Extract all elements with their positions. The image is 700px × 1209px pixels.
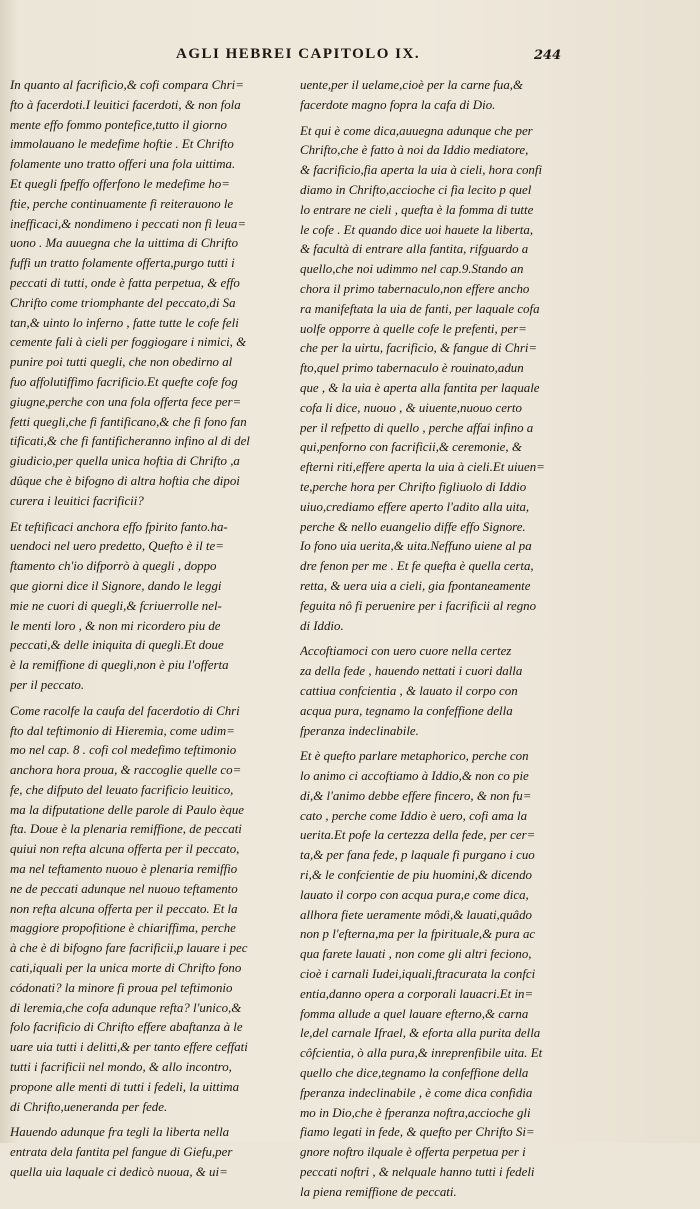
text-line: immolauano le medefime hoftie . Et Chrifto: [10, 137, 234, 152]
text-line: fta. Doue è la plenaria remiffione, de peccati: [10, 822, 242, 837]
text-line: diamo in Chrifto,accioche ci fia lecito p quel: [300, 182, 532, 197]
text-line: dre fenon per me . Et fe quefta è quella certa,: [300, 559, 534, 574]
text-line: uolfe opporre à quelle cofe le prefenti, per=: [300, 321, 527, 336]
text-line: Et qui è come dica,auuegna adunque che per: [300, 123, 533, 138]
text-line: è la remiffione di quegli,non è piu l'offerta: [10, 658, 229, 673]
text-line: & facultà di entrare alla fantita, rifguardo a: [300, 242, 529, 257]
text-line: la piena remiffione de peccati.: [300, 1184, 457, 1199]
page-number: 244: [534, 48, 562, 63]
text-line: Io fono uia uerita,& uita.Neffuno uiene al pa: [300, 539, 532, 554]
text-line: entia,danno opera a corporali lauacri.Et in=: [300, 986, 534, 1001]
text-line: ftamento ch'io difporrò à quegli , doppo: [10, 559, 217, 574]
text-line: Come racolfe la caufa del facerdotio di Chri: [10, 703, 240, 718]
text-line: que giorni dice il Signore, dando le leggi: [10, 578, 222, 593]
text-line: che per la uirtu, facrificio, & fangue di Chri=: [300, 341, 538, 356]
paragraph: [10, 76, 298, 512]
text-line: giugne,perche con una fola offerta fece per=: [10, 394, 242, 409]
text-line: ftie, perche continuamente fi reiterauono le: [10, 196, 234, 211]
text-line: mo in Dio,che è fperanza noftra,accioche gli: [300, 1105, 531, 1120]
paragraph: [300, 747, 590, 1202]
text-line: peccati,& delle iniquita di quegli.Et doue: [10, 638, 224, 653]
text-line: le cofe . Et quando dice uoi hauete la liberta,: [300, 222, 534, 237]
text-line: maggiore propofitione è chiariffima, perche: [10, 921, 236, 936]
text-line: qua farete lauati , non come gli altri feciono,: [300, 947, 532, 962]
text-line: dûque che è bifogno di altra hoftia che dipoi: [10, 473, 240, 488]
paragraph: [10, 702, 298, 1118]
text-line: ta,& per fana fede, p laquale fi purgano i cuo: [300, 848, 535, 863]
text-line: di leremia,che cofa adunque refta? l'unico,&: [10, 1000, 242, 1015]
text-line: te,perche hora per Chrifto figliuolo di Iddio: [300, 479, 527, 494]
text-line: mente effo fommo pontefice,tutto il giorno: [10, 117, 227, 132]
text-line: propone alle menti di tutti i fedeli, la uittima: [10, 1079, 240, 1094]
text-line: cattiua confcientia , & lauato il corpo con: [300, 683, 518, 698]
text-line: folamente uno tratto offeri una fola uittima.: [10, 157, 236, 172]
text-line: retta, & uera uia a cieli, gia fpontaneamente: [300, 578, 531, 593]
text-line: uendoci nel uero predetto, Quefto è il te=: [10, 539, 224, 554]
text-line: perche & nello euangelio diffe effo Signore.: [300, 519, 526, 534]
text-line: quello che dice,tegnamo la confeffione della: [300, 1066, 529, 1081]
left-column: [10, 76, 298, 1189]
text-line: Et teftificaci anchora effo fpirito fanto.ha-: [10, 519, 228, 534]
text-line: côfcientia, ò alla pura,& inreprenfibile uita. Et: [300, 1046, 543, 1061]
text-line: fperanza indeclinabile , è come dica confidia: [300, 1085, 533, 1100]
text-line: cato , perche come Iddio è uero, cofi ama la: [300, 808, 528, 823]
text-line: allhora fiete ueramente môdi,& lauati,quâdo: [300, 907, 533, 922]
text-line: ra manifeftata la uia de fanti, per laquale cofa: [300, 301, 540, 316]
text-line: fto à facerdoti.I leuitici facerdoti, & non fola: [10, 97, 241, 112]
text-line: uono . Ma auuegna che la uittima di Chrifto: [10, 236, 239, 251]
text-line: cati,iquali per la unica morte di Chrifto fono: [10, 961, 242, 976]
text-line: tutti i facrificii nel mondo, & allo incontro,: [10, 1060, 232, 1075]
text-line: punire poi tutti quegli, che non obedirno al: [10, 355, 233, 370]
text-line: le,del carnale Ifrael, & eforta alla purita della: [300, 1026, 541, 1041]
text-line: feguita nô fi peruenire per i facrificii al regno: [300, 598, 537, 613]
text-line: efterni riti,effere aperta la uia à cieli.Et uiuen=: [300, 460, 545, 475]
text-line: acqua pura, tegnamo la confeffione della: [300, 703, 513, 718]
text-line: quella uia laquale ci dedicò nuoua, & ui=: [10, 1165, 228, 1180]
text-line: cofa li dice, nuouo , & uiuente,nuouo certo: [300, 400, 522, 415]
text-line: & facrificio,fia aperta la uia à cieli, hora confi: [300, 163, 543, 178]
text-line: fto,quel primo tabernaculo è rouinato,adun: [300, 361, 524, 376]
text-line: quello,che noi udimmo nel cap.9.Stando an: [300, 262, 524, 277]
text-line: fperanza indeclinabile.: [300, 723, 419, 738]
text-line: lo animo ci accoftiamo à Iddio,& non co pie: [300, 769, 529, 784]
text-line: per il refpetto di quello , perche affai infino a: [300, 420, 534, 435]
text-line: facerdote magno fopra la cafa di Dio.: [300, 97, 496, 112]
text-line: ne de peccati adunque nel nuouo teftamento: [10, 881, 238, 896]
paragraph: [300, 76, 590, 116]
text-line: ri,& le confcientie de piu huomini,& dicendo: [300, 868, 532, 883]
text-line: Et quegli fpeffo offerfono le medefime ho=: [10, 176, 230, 191]
text-line: le menti loro , & non mi ricordero piu de: [10, 618, 221, 633]
text-line: fuo affolutiffimo facrificio.Et quefte cofe fog: [10, 374, 238, 389]
text-line: tificati,& che fi fantificheranno infino al di del: [10, 434, 250, 449]
text-line: ma nel teftamento nuouo è plenaria remiffio: [10, 862, 238, 877]
text-line: Hauendo adunque fra tegli la liberta nella: [10, 1125, 230, 1140]
text-line: fiamo legati in fede, & quefto per Chrifto Si=: [300, 1125, 535, 1140]
text-line: cioè i carnali Iudei,iquali,ftracurata la confci: [300, 967, 536, 982]
text-line: uiuo,crediamo effere aperto l'adito alla uita,: [300, 499, 530, 514]
text-line: di,& l'animo debbe effere fincero, & non fu=: [300, 788, 532, 803]
text-line: za della fede , hauendo nettati i cuori dalla: [300, 664, 523, 679]
text-line: Chrifto,che è fatto à noi da Iddio mediatore,: [300, 143, 529, 158]
text-line: non refta alcuna offerta per il peccato. Et la: [10, 901, 238, 916]
text-line: uare uia tutti i delitti,& per tanto effere ceffati: [10, 1040, 248, 1055]
text-line: tan,& uinto lo inferno , fatte tutte le cofe feli: [10, 315, 239, 330]
text-line: fto dal teftimonio di Hieremia, come udim=: [10, 723, 235, 738]
text-line: cemente fali à cieli per foggiogare i nimici, &: [10, 335, 247, 350]
text-line: mo nel cap. 8 . cofi col medefimo teftimonio: [10, 743, 237, 758]
text-line: entrata dela fantita pel fangue di Giefu,per: [10, 1145, 233, 1160]
running-head: AGLI HEBREI CAPITOLO IX.: [176, 46, 421, 62]
text-line: qui,penforno con facrificii,& ceremonie, &: [300, 440, 522, 455]
text-line: lo entrare ne cieli , quefta è la fomma di tutte: [300, 202, 534, 217]
text-line: gnore noftro ilquale è offerta perpetua per i: [300, 1145, 526, 1160]
text-line: quiui non refta alcuna offerta per il peccato,: [10, 842, 240, 857]
text-line: chora il primo tabernaculo,non effere ancho: [300, 281, 530, 296]
text-line: folo facrificio di Chrifto effere abaftanza à le: [10, 1020, 243, 1035]
text-line: que , & la uia è aperta alla fantita per laquale: [300, 380, 540, 395]
text-line: códonati? la minore fi proua pel teftimonio: [10, 980, 233, 995]
text-line: peccati di tutti, onde è fatta perpetua, & effo: [10, 275, 240, 290]
text-line: non p l'efterna,ma per la fpirituale,& pura ac: [300, 927, 536, 942]
paragraph: [10, 1123, 298, 1182]
text-line: ma la difputatione delle parole di Paulo èque: [10, 802, 245, 817]
paragraph: [300, 122, 590, 637]
text-line: Et è quefto parlare metaphorico, perche con: [300, 749, 529, 764]
text-line: per il peccato.: [10, 677, 85, 692]
paragraph: [10, 518, 298, 696]
page-header: [0, 46, 700, 68]
right-column: [300, 76, 590, 1209]
text-line: lauato il corpo con acqua pura,e come dica,: [300, 887, 529, 902]
text-line: di Chrifto,ueneranda per fede.: [10, 1099, 168, 1114]
text-line: mie ne cuori di quegli,& fcriuerrolle nel-: [10, 598, 222, 613]
text-line: curera i leuitici facrificii?: [10, 493, 144, 508]
text-line: anchora hora proua, & raccoglie quelle co=: [10, 763, 242, 778]
text-line: fuffi un tratto folamente offerta,purgo tutti i: [10, 256, 235, 271]
text-line: In quanto al facrificio,& cofi compara Chri=: [10, 78, 244, 92]
text-line: Accoftiamoci con uero cuore nella certez: [300, 644, 512, 659]
text-line: fe, che difputo del leuato facrificio leuitico,: [10, 782, 234, 797]
text-line: fetti quegli,che fi fantificano,& che fi fono fan: [10, 414, 247, 429]
paragraph: [300, 642, 590, 741]
text-line: peccati noftri , & nelquale hanno tutti i fedeli: [300, 1165, 535, 1180]
text-line: di Iddio.: [300, 618, 344, 633]
text-line: uente,per il uelame,cioè per la carne fua,&: [300, 78, 524, 92]
text-line: uerita.Et pofe la certezza della fede, per cer=: [300, 828, 536, 843]
text-line: à che è di bifogno fare facrificii,p lauare i pec: [10, 941, 248, 956]
text-line: Chrifto come triomphante del peccato,di Sa: [10, 295, 236, 310]
text-line: fomma allude a quel lauare efterno,& carna: [300, 1006, 529, 1021]
text-line: giudicio,per quella unica hoftia di Chrifto ,a: [10, 454, 240, 469]
text-line: inefficaci,& nondimeno i peccati non fi leua=: [10, 216, 247, 231]
